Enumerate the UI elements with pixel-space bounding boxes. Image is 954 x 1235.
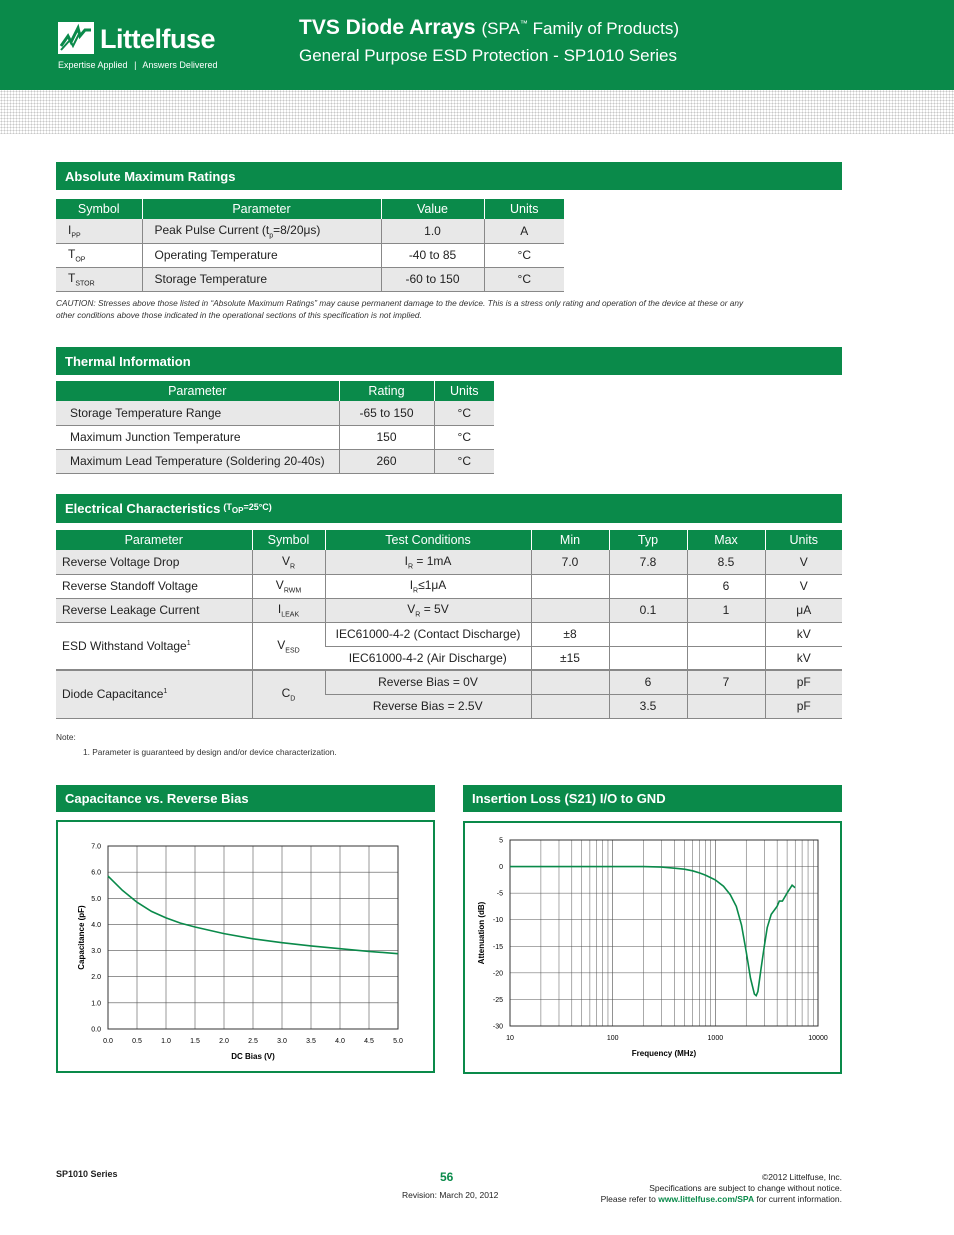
table-row: $I_{PP}$ Peak Pulse Current $(t_p=8/20\mu s)$ 1.0 A (56, 219, 564, 243)
section-thermal-information: Thermal Information (56, 347, 842, 375)
table-row: Maximum Lead Temperature (Soldering 20-40s) 260 °C (56, 449, 494, 473)
table-row: Reverse Bias = 2.5V 3.5 pF (56, 694, 842, 718)
chart2-heading: Insertion Loss (S21) I/O to GND (463, 785, 842, 812)
brand-tagline: Expertise Applied | Answers Delivered (58, 60, 218, 70)
y-tick-label: -5 (496, 890, 503, 898)
amr-table: Symbol Parameter Value Units $I_{PP}$ Peak Pulse Current $(t_p=8/20\mu s)$ 1.0 A $T_{OP}$ Operating Temperature -40 to 85 °C $T_{STOR}$ Storage Temperature -60 to 150 °C (56, 199, 564, 292)
y-axis-label: Attenuation (dB) (477, 901, 486, 965)
table-row: Reverse Leakage Current $I_{LEAK}$ $V_R = 5V$ 0.1 1 μA (56, 598, 842, 622)
page-header (0, 0, 954, 90)
chart1-frame (56, 820, 435, 1073)
caution-note: CAUTION: Stresses above those listed in “Absolute Maximum Ratings” may cause permanent damage to the device. This is a stress only rating and operation of the device at these or any other conditions above those indicated in the operational sections of this specification is not implied. (56, 298, 744, 320)
revision-date: Revision: March 20, 2012 (402, 1190, 499, 1200)
x-tick-label: 0.5 (132, 1038, 142, 1045)
insertion-loss-chart (465, 823, 840, 1072)
x-tick-label: 3.5 (306, 1038, 316, 1045)
y-tick-label: 2.0 (91, 974, 101, 982)
x-tick-label: 1.0 (161, 1038, 171, 1045)
y-tick-label: -20 (492, 970, 503, 978)
x-tick-label: 0.0 (103, 1038, 113, 1045)
x-tick-label: 3.0 (277, 1038, 287, 1045)
x-tick-label: 5.0 (393, 1038, 403, 1045)
y-tick-label: -25 (492, 996, 503, 1004)
y-tick-label: -30 (492, 1023, 503, 1031)
y-tick-label: -15 (492, 943, 503, 951)
y-tick-label: 7.0 (91, 843, 101, 851)
insertion-loss-curve (510, 867, 795, 996)
footer-legal: ©2012 Littelfuse, Inc. Specifications are subject to change without notice. Please refer to www.littelfuse.com/SPA for current information. (600, 1172, 842, 1204)
electrical-table: Parameter Symbol Test Conditions Min Typ Max Units Reverse Voltage Drop $V_R$ $I_R = 1mA$ 7.0 7.8 8.5 V Reverse Standoff Voltage $V_{RWM}$ $I_R\le 1\mu A$ 6 V Reverse Leakage Current $I_{LEAK}$ $V_R = 5V$ 0.1 1 μA ESD Withstand Voltage$^1$ $V_{ESD}$ IEC61000-4-2 (Contact Discharge) ±8 kV IEC61000-4-2 (Air Discharge) ±15 kV Diode Capacitance$^1$ $C_D$ Reverse Bias = 0V 6 7 pF Reverse Bias = 2.5V 3.5 pF (56, 530, 842, 719)
footer-series: SP1010 Series (56, 1169, 118, 1179)
section-electrical-characteristics: Electrical Characteristics $(T_{OP}=25^\circ C)$ (56, 494, 842, 523)
x-tick-label: 10000 (808, 1035, 828, 1042)
table-row: $T_{STOR}$ Storage Temperature -60 to 150 °C (56, 267, 564, 291)
table-row: Diode Capacitance$^1$ $C_D$ Reverse Bias = 0V 6 7 pF (56, 670, 842, 694)
capacitance-chart (58, 822, 433, 1071)
dot-pattern-band (0, 90, 954, 134)
table-row: Storage Temperature Range -65 to 150 °C (56, 401, 494, 425)
table-row: Reverse Voltage Drop $V_R$ $I_R = 1mA$ 7.0 7.8 8.5 V (56, 550, 842, 574)
chart2-frame (463, 821, 842, 1074)
brand-name: Littelfuse (100, 24, 216, 54)
thermal-table: Parameter Rating Units Storage Temperature Range -65 to 150 °C Maximum Junction Temperature 150 °C Maximum Lead Temperature (Soldering 20-40s) 260 °C (56, 381, 494, 474)
y-tick-label: -10 (492, 917, 503, 925)
table-row: ESD Withstand Voltage$^1$ $V_{ESD}$ IEC61000-4-2 (Contact Discharge) ±8 kV (56, 622, 842, 646)
x-axis-label: DC Bias (V) (231, 1052, 275, 1061)
table-row: IEC61000-4-2 (Air Discharge) ±15 kV (56, 646, 842, 670)
table-row: Maximum Junction Temperature 150 °C (56, 425, 494, 449)
table-row: $T_{OP}$ Operating Temperature -40 to 85 °C (56, 243, 564, 267)
website-link[interactable]: www.littelfuse.com/SPA (658, 1194, 755, 1204)
chart1-heading: Capacitance vs. Reverse Bias (56, 785, 435, 812)
x-axis-label: Frequency (MHz) (631, 1049, 697, 1058)
x-tick-label: 10 (506, 1035, 514, 1042)
x-tick-label: 2.5 (248, 1038, 258, 1045)
page-subtitle: General Purpose ESD Protection - SP1010 Series (299, 46, 677, 65)
y-axis-label: Capacitance (pF) (77, 905, 86, 970)
page-title: TVS Diode Arrays (SPA™ Family of Products) (299, 16, 680, 39)
table-row: Reverse Standoff Voltage $V_{RWM}$ $I_R\le 1\mu A$ 6 V (56, 574, 842, 598)
y-tick-label: 5 (499, 837, 503, 845)
y-tick-label: 6.0 (91, 869, 101, 877)
page-number: 56 (440, 1170, 454, 1184)
y-tick-label: 0.0 (91, 1026, 101, 1034)
x-tick-label: 1000 (707, 1035, 724, 1042)
littelfuse-logo-icon (58, 22, 94, 54)
y-tick-label: 0 (499, 864, 503, 872)
y-tick-label: 4.0 (91, 921, 101, 929)
x-tick-label: 100 (606, 1035, 619, 1042)
electrical-note: Note: 1. Parameter is guaranteed by design and/or device characterization. (56, 732, 337, 757)
y-tick-label: 5.0 (91, 895, 101, 903)
y-tick-label: 3.0 (91, 948, 101, 956)
y-tick-label: 1.0 (91, 1000, 101, 1008)
section-absolute-maximum-ratings: Absolute Maximum Ratings (56, 162, 842, 190)
x-tick-label: 4.5 (364, 1038, 374, 1045)
x-tick-label: 1.5 (190, 1038, 200, 1045)
x-tick-label: 4.0 (335, 1038, 345, 1045)
x-tick-label: 2.0 (219, 1038, 229, 1045)
